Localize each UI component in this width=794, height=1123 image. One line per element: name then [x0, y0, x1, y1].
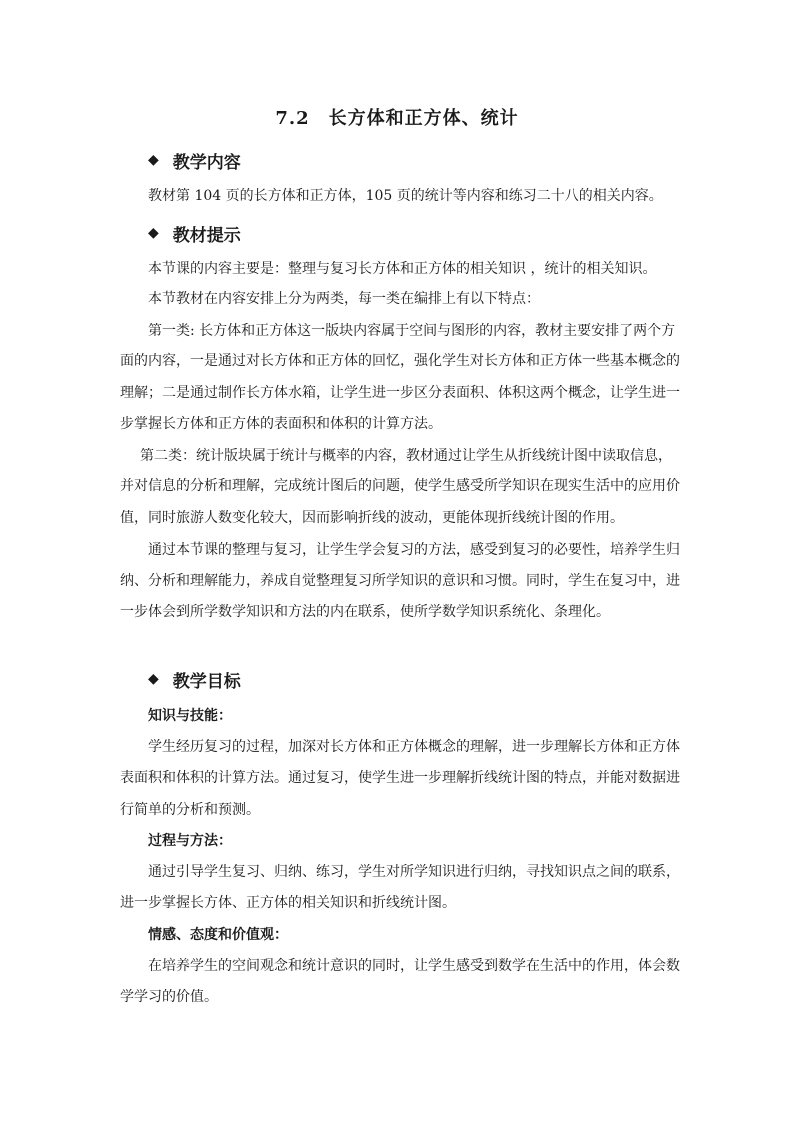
- subheading-process-methods: 过程与方法：: [148, 833, 232, 849]
- section-heading-label: 教材提示: [172, 226, 241, 246]
- paragraph-line: 表面积和体积的计算方法。通过复习，使学生进一步理解折线统计图的特点，并能对数据进: [120, 770, 680, 786]
- paragraph-line: 进一步掌握长方体、正方体的相关知识和折线统计图。: [120, 895, 456, 911]
- section-heading-label: 教学目标: [172, 672, 241, 692]
- paragraph-line: 本节教材在内容安排上分为两类，每一类在编排上有以下特点：: [148, 291, 540, 307]
- paragraph-line: 步掌握长方体和正方体的表面积和体积的计算方法。: [120, 416, 442, 432]
- paragraph-line: 第二类：统计版块属于统计与概率的内容，教材通过让学生从折线统计图中读取信息，: [140, 448, 672, 464]
- paragraph-line: 理解；二是通过制作长方体水箱，让学生进一步区分表面积、体积这两个概念，让学生进一: [120, 385, 680, 401]
- subheading-emotion-values: 情感、态度和价值观：: [148, 927, 288, 943]
- diamond-bullet-icon: ◆: [148, 670, 159, 687]
- paragraph-line: 第一类: 长方体和正方体这一版块内容属于空间与图形的内容，教材主要安排了两个方: [148, 323, 676, 339]
- paragraph-line: 在培养学生的空间观念和统计意识的同时，让学生感受到数学在生活中的作用，体会数: [148, 958, 680, 974]
- paragraph-line: 一步体会到所学数学知识和方法的内在联系，使所学数学知识系统化、条理化。: [120, 604, 610, 620]
- section-heading-label: 教学内容: [172, 153, 241, 173]
- section-heading-teaching-content: [148, 148, 241, 173]
- subheading-knowledge-skills: 知识与技能：: [148, 708, 232, 724]
- paragraph-line: 面的内容，一是通过对长方体和正方体的回忆，强化学生对长方体和正方体一些基本概念的: [120, 353, 680, 369]
- section-heading-teaching-goals: [148, 667, 241, 692]
- paragraph-line: 值，同时旅游人数变化较大，因而影响折线的波动，更能体现折线统计图的作用。: [120, 510, 624, 526]
- page-title: 7.2 长方体和正方体、统计: [275, 108, 519, 129]
- paragraph-line: 教材第 104 页的长方体和正方体，105 页的统计等内容和练习二十八的相关内容。: [148, 188, 663, 204]
- paragraph-line: 本节课的内容主要是：整理与复习长方体和正方体的相关知识 ，统计的相关知识。: [148, 261, 657, 277]
- diamond-bullet-icon: ◆: [148, 151, 159, 168]
- diamond-bullet-icon: ◆: [148, 224, 159, 241]
- paragraph-line: 通过引导学生复习、归纳、练习，学生对所学知识进行归纳，寻找知识点之间的联系，: [148, 864, 680, 880]
- paragraph-line: 学生经历复习的过程，加深对长方体和正方体概念的理解，进一步理解长方体和正方体: [148, 739, 680, 755]
- paragraph-line: 通过本节课的整理与复习，让学生学会复习的方法，感受到复习的必要性，培养学生归: [148, 542, 680, 558]
- paragraph-line: 行简单的分析和预测。: [120, 802, 260, 818]
- paragraph-line: 纳、分析和理解能力，养成自觉整理复习所学知识的意识和习惯。同时，学生在复习中，进: [120, 573, 680, 589]
- section-heading-textbook-tips: [148, 221, 241, 246]
- paragraph-line: 并对信息的分析和理解，完成统计图后的问题，使学生感受所学知识在现实生活中的应用价: [120, 478, 680, 494]
- paragraph-line: 学学习的价值。: [120, 989, 218, 1005]
